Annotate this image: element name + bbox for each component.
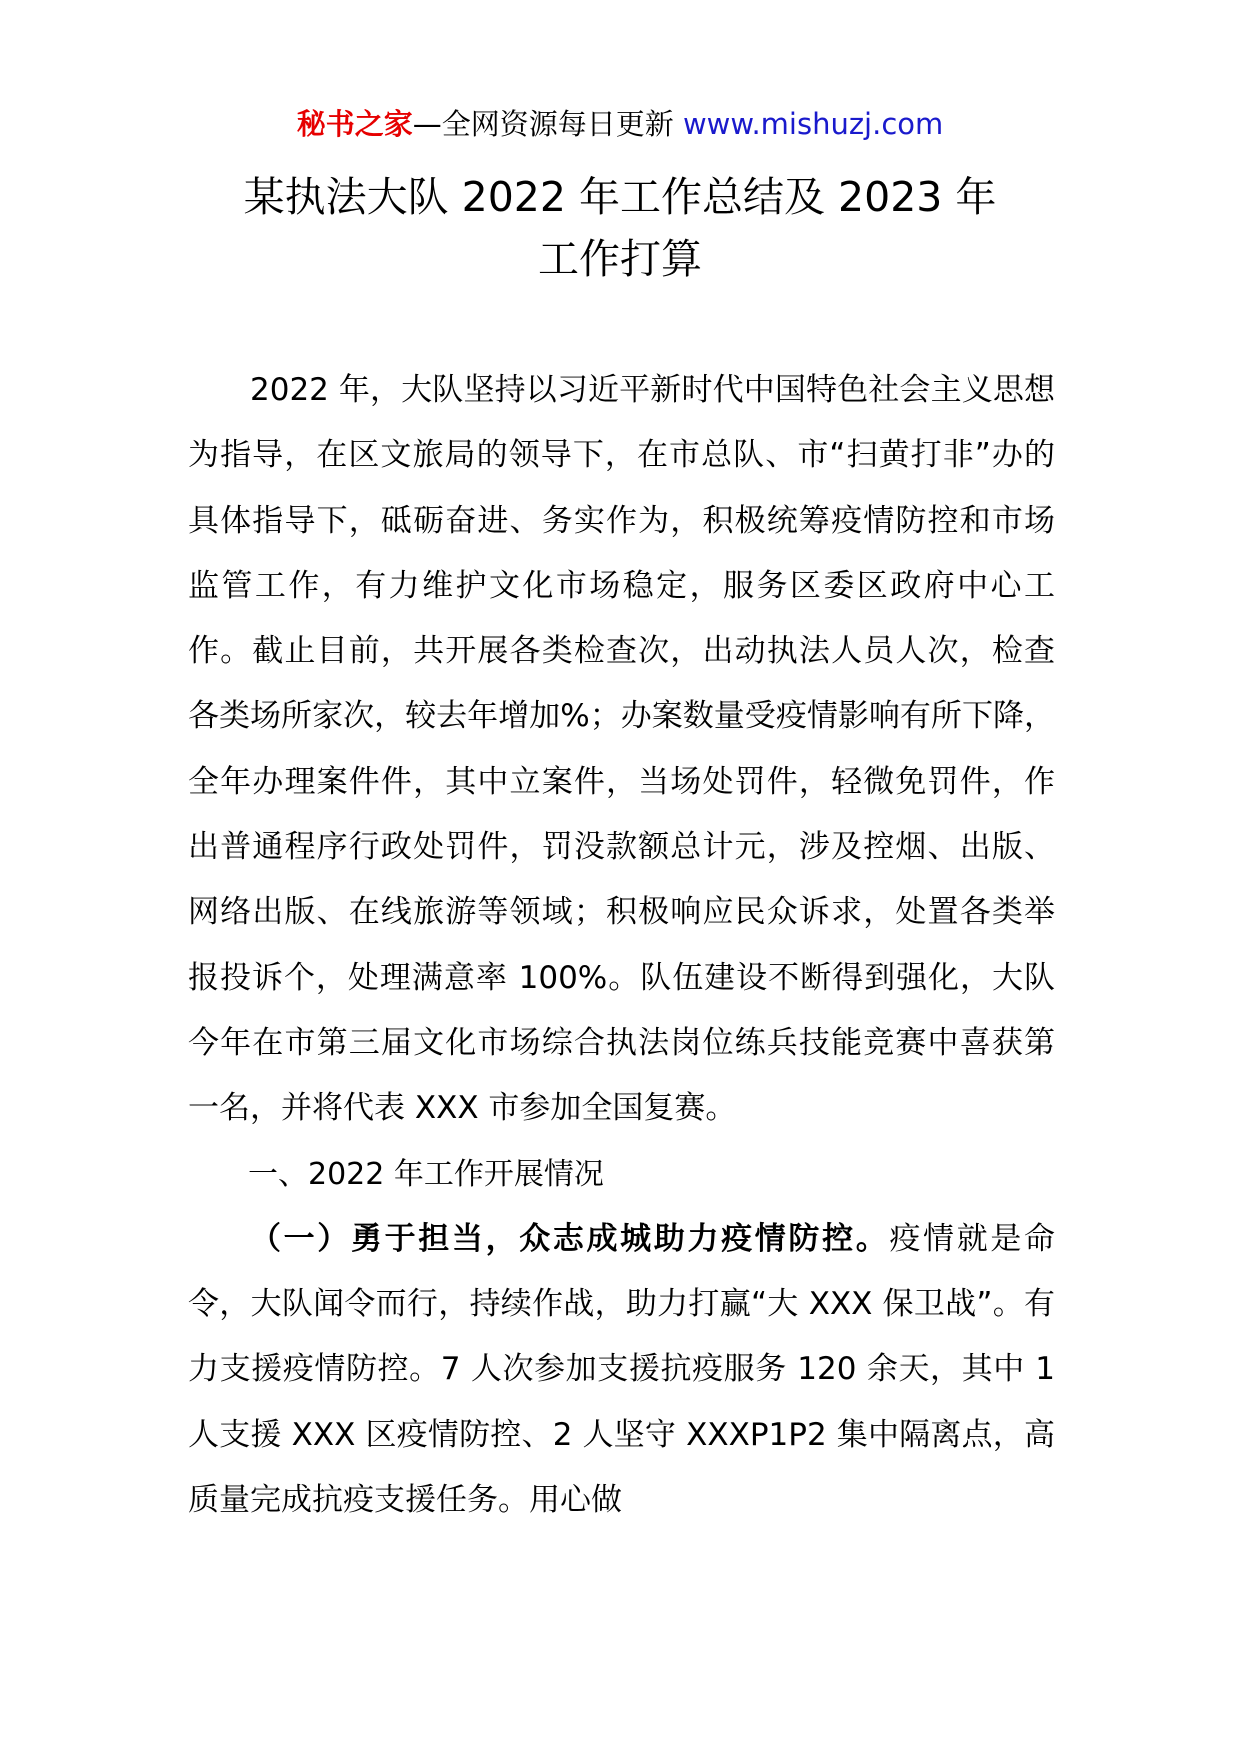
document-title — [0, 166, 1240, 290]
section-1-text: 疫情就是命令，大队闻令而行，持续作战，助力打赢“大 XXX 保卫战”。有力支援疫情防控。7 人次参加支援抗疫服务 120 余天，其中 1 人支援 XXX 区疫情防控、2 人坚守 XXXP1P2 集中隔离点，高质量完成抗疫支援任务。用心做 — [188, 1220, 1055, 1519]
section-1-lead: （一）勇于担当，众志成城助力疫情防控。 — [250, 1220, 890, 1257]
banner-brand: 秘书之家 — [296, 107, 413, 141]
watermark-banner — [0, 104, 1240, 144]
title-line-2: 工作打算 — [538, 235, 702, 283]
title-line-1: 某执法大队 2022 年工作总结及 2023 年 — [243, 173, 997, 221]
banner-tagline: —全网资源每日更新 — [412, 107, 683, 141]
document-body — [188, 358, 1055, 1533]
section-1-paragraph — [188, 1207, 1055, 1533]
section-heading: 一、2022 年工作开展情况 — [248, 1156, 604, 1192]
banner-url: www.mishuzj.com — [682, 107, 944, 141]
intro-paragraph: 2022 年，大队坚持以习近平新时代中国特色社会主义思想为指导，在区文旅局的领导下，在市总队、市“扫黄打非”办的具体指导下，砥砺奋进、务实作为，积极统筹疫情防控和市场监管工作，有力维护文化市场稳定，服务区委区政府中心工作。截止目前，共开展各类检查次，出动执法人员人次，检查各类场所家次，较去年增加%；办案数量受疫情影响有所下降，全年办理案件件，其中立案件，当场处罚件，轻微免罚件，作出普通程序行政处罚件，罚没款额总计元，涉及控烟、出版、网络出版、在线旅游等领域；积极响应民众诉求，处置各类举报投诉个，处理满意率 100%。队伍建设不断得到强化，大队今年在市第三届文化市场综合执法岗位练兵技能竞赛中喜获第一名，并将代表 XXX 市参加全国复赛。 — [188, 372, 1055, 1127]
